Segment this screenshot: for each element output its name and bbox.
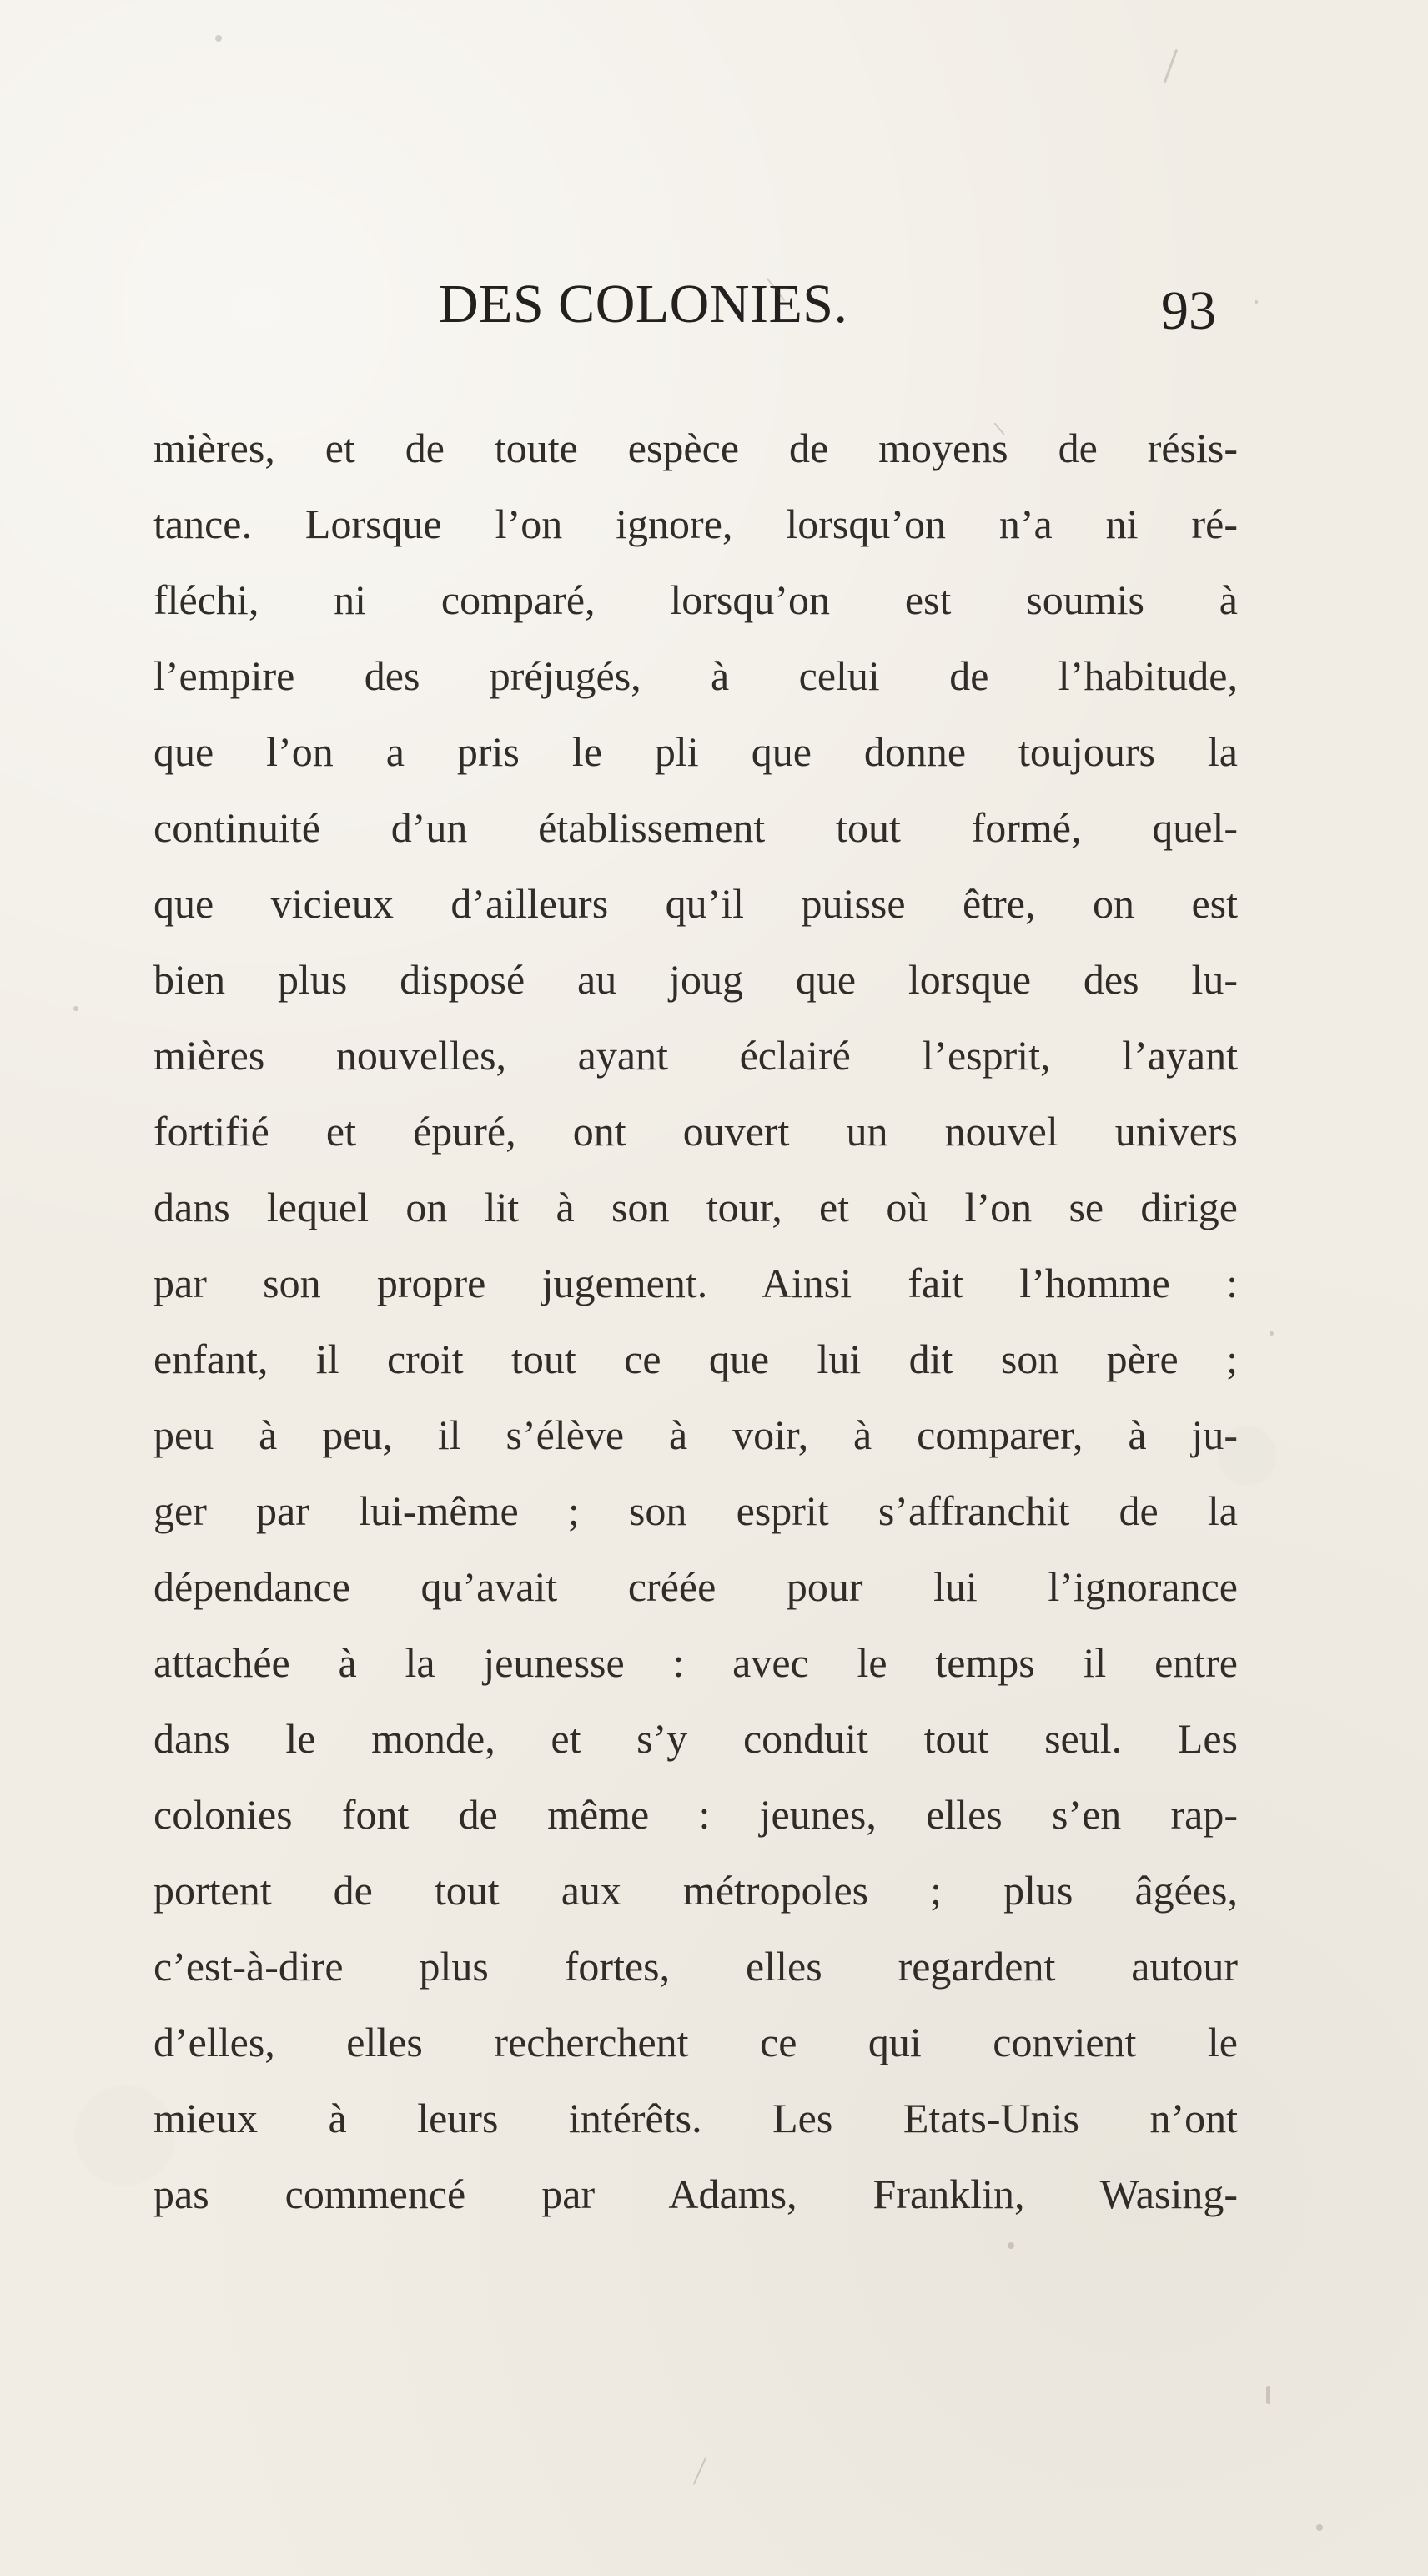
text-line: d’elles, elles recherchent ce qui convient le — [153, 2019, 1238, 2065]
body-text — [153, 410, 1238, 2232]
running-head: DES COLONIES. — [439, 274, 848, 335]
text-line: mières, et de toute espèce de moyens de résis- — [153, 425, 1238, 471]
text-line: attachée à la jeunesse : avec le temps il entre — [153, 1639, 1238, 1686]
paper-speck — [1270, 1331, 1274, 1336]
page-number: 93 — [1161, 280, 1216, 341]
text-line: peu à peu, il s’élève à voir, à comparer, à ju- — [153, 1411, 1238, 1458]
paper-speck — [693, 2457, 706, 2485]
paper-speck — [1255, 300, 1258, 304]
paper-speck — [1316, 2524, 1323, 2531]
text-line: par son propre jugement. Ainsi fait l’homme : — [153, 1260, 1238, 1306]
text-line: dans le monde, et s’y conduit tout seul. Les — [153, 1715, 1238, 1762]
text-line: bien plus disposé au joug que lorsque des lu- — [153, 956, 1238, 1003]
paper-speck — [73, 1006, 78, 1011]
paper-speck — [215, 35, 222, 42]
text-line: portent de tout aux métropoles ; plus âgées, — [153, 1867, 1238, 1914]
text-line: tance. Lorsque l’on ignore, lorsqu’on n’a ni ré- — [153, 501, 1238, 547]
text-line: que vicieux d’ailleurs qu’il puisse être, on est — [153, 880, 1238, 927]
text-line: fortifié et épuré, ont ouvert un nouvel univers — [153, 1108, 1238, 1155]
text-line: pas commencé par Adams, Franklin, Wasing- — [153, 2171, 1238, 2217]
text-line: mieux à leurs intérêts. Les Etats-Unis n’ont — [153, 2095, 1238, 2141]
text-line: c’est-à-dire plus fortes, elles regardent autour — [153, 1943, 1238, 1990]
text-line: continuité d’un établissement tout formé, quel- — [153, 804, 1238, 851]
text-line: dépendance qu’avait créée pour lui l’ignorance — [153, 1563, 1238, 1610]
text-line: mières nouvelles, ayant éclairé l’esprit, l’ayant — [153, 1032, 1238, 1079]
paper-speck — [1266, 2386, 1270, 2404]
paper-speck — [1164, 49, 1178, 83]
text-line: enfant, il croit tout ce que lui dit son père ; — [153, 1336, 1238, 1382]
paper-speck — [1008, 2242, 1014, 2249]
text-line: que l’on a pris le pli que donne toujours la — [153, 728, 1238, 775]
page-header — [439, 274, 1216, 352]
text-line: ger par lui-même ; son esprit s’affranchit de la — [153, 1487, 1238, 1534]
text-line: colonies font de même : jeunes, elles s’en rap- — [153, 1791, 1238, 1838]
text-line: fléchi, ni comparé, lorsqu’on est soumis à — [153, 576, 1238, 623]
text-line: dans lequel on lit à son tour, et où l’on se dirige — [153, 1184, 1238, 1230]
text-line: l’empire des préjugés, à celui de l’habitude, — [153, 652, 1238, 699]
